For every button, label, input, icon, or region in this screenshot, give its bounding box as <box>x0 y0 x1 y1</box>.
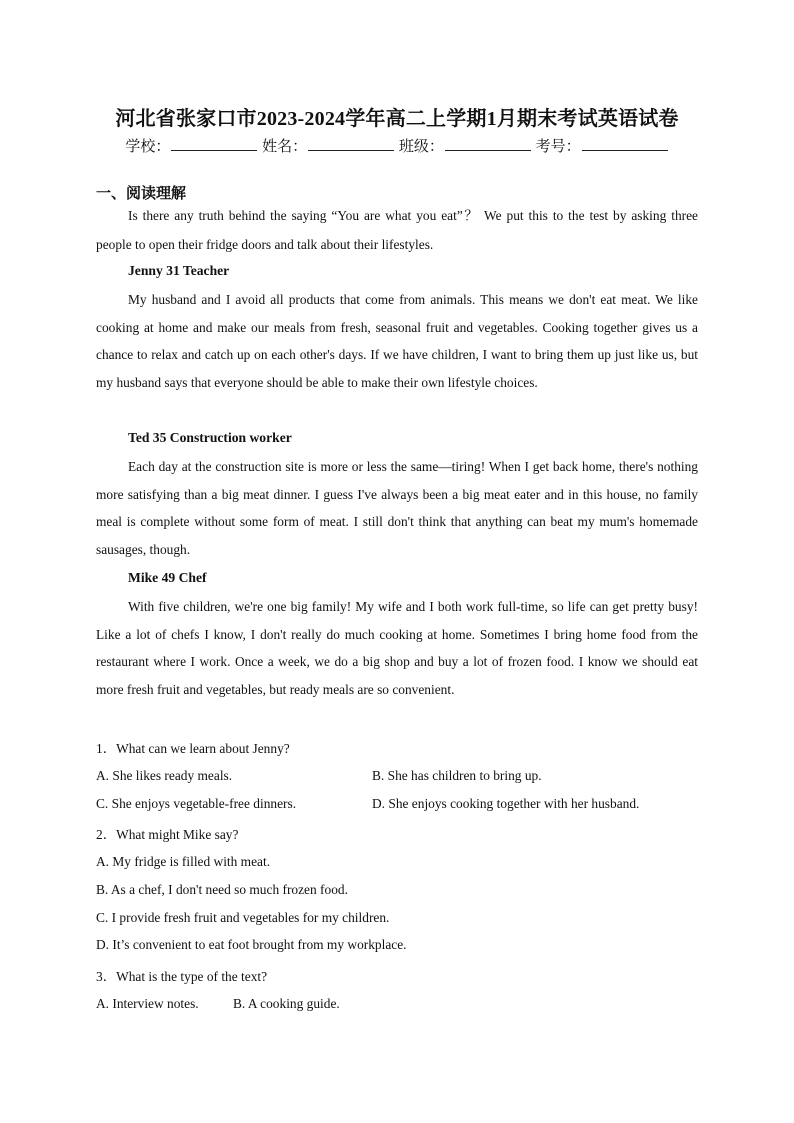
question-3-option-b: B. A cooking guide. <box>233 996 340 1011</box>
name-label: 姓名： <box>262 139 308 155</box>
school-label: 学校： <box>125 139 171 155</box>
exam-number-label: 考号： <box>535 139 581 155</box>
question-3-stem: 3．What is the type of the text? <box>96 969 268 984</box>
question-2-stem: 2．What might Mike say? <box>96 827 239 842</box>
section-title: 一、阅读理解 <box>96 186 187 202</box>
person-name-jenny: Jenny 31 Teacher <box>128 263 230 278</box>
student-info-line <box>0 135 794 156</box>
exam-number-blank <box>582 137 668 151</box>
person-name-mike: Mike 49 Chef <box>128 570 207 585</box>
class-label: 班级： <box>398 139 444 155</box>
class-blank <box>445 137 531 151</box>
question-1-option-c: C. She enjoys vegetable-free dinners. <box>96 796 297 811</box>
person-text-ted: Each day at the construction site is more or less the same—tiring! When I get back home, there's nothing more satisfying than a big meat dinner. I guess I've always been a big meat eater and in this house, no family meal is complete without some form of meat. I still don't think that anything can beat my mum's homemade sausages, though. <box>96 459 698 557</box>
page-title: 河北省张家口市2023-2024学年高二上学期1月期末考试英语试卷 <box>115 108 679 130</box>
name-blank <box>308 137 394 151</box>
person-text-mike: With five children, we're one big family! My wife and I both work full-time, so life can get pretty busy! Like a lot of chefs I know, I don't really do much cooking at home. Sometimes I bring home food from the restaurant where I work. Once a week, we do a big shop and buy a lot of frozen food. I know we should eat more fresh fruit and vegetables, but ready meals are so convenient. <box>96 599 698 697</box>
question-1-stem: 1．What can we learn about Jenny? <box>96 741 290 756</box>
person-name-ted: Ted 35 Construction worker <box>128 430 292 445</box>
question-2-option-a: A. My fridge is filled with meat. <box>96 854 271 869</box>
question-2-option-d: D. It’s convenient to eat foot brought from my workplace. <box>96 937 407 952</box>
school-blank <box>171 137 257 151</box>
question-2-option-b: B. As a chef, I don't need so much frozen food. <box>96 882 348 897</box>
question-1-option-d: D. She enjoys cooking together with her husband. <box>372 796 640 811</box>
question-3-option-a: A. Interview notes. <box>96 996 199 1011</box>
question-2-option-c: C. I provide fresh fruit and vegetables for my children. <box>96 910 390 925</box>
question-1-option-b: B. She has children to bring up. <box>372 768 542 783</box>
question-1-option-a: A. She likes ready meals. <box>96 768 233 783</box>
passage-intro: Is there any truth behind the saying “You are what you eat”？ We put this to the test by asking three people to open their fridge doors and talk about their lifestyles. <box>96 208 698 252</box>
person-text-jenny: My husband and I avoid all products that come from animals. This means we don't eat meat. We like cooking at home and make our meals from fresh, seasonal fruit and vegetables. Cooking together gives us a chance to relax and catch up on each other's days. If we have children, I want to bring them up just like us, but my husband says that everyone should be able to make their own lifestyle choices. <box>96 292 698 390</box>
